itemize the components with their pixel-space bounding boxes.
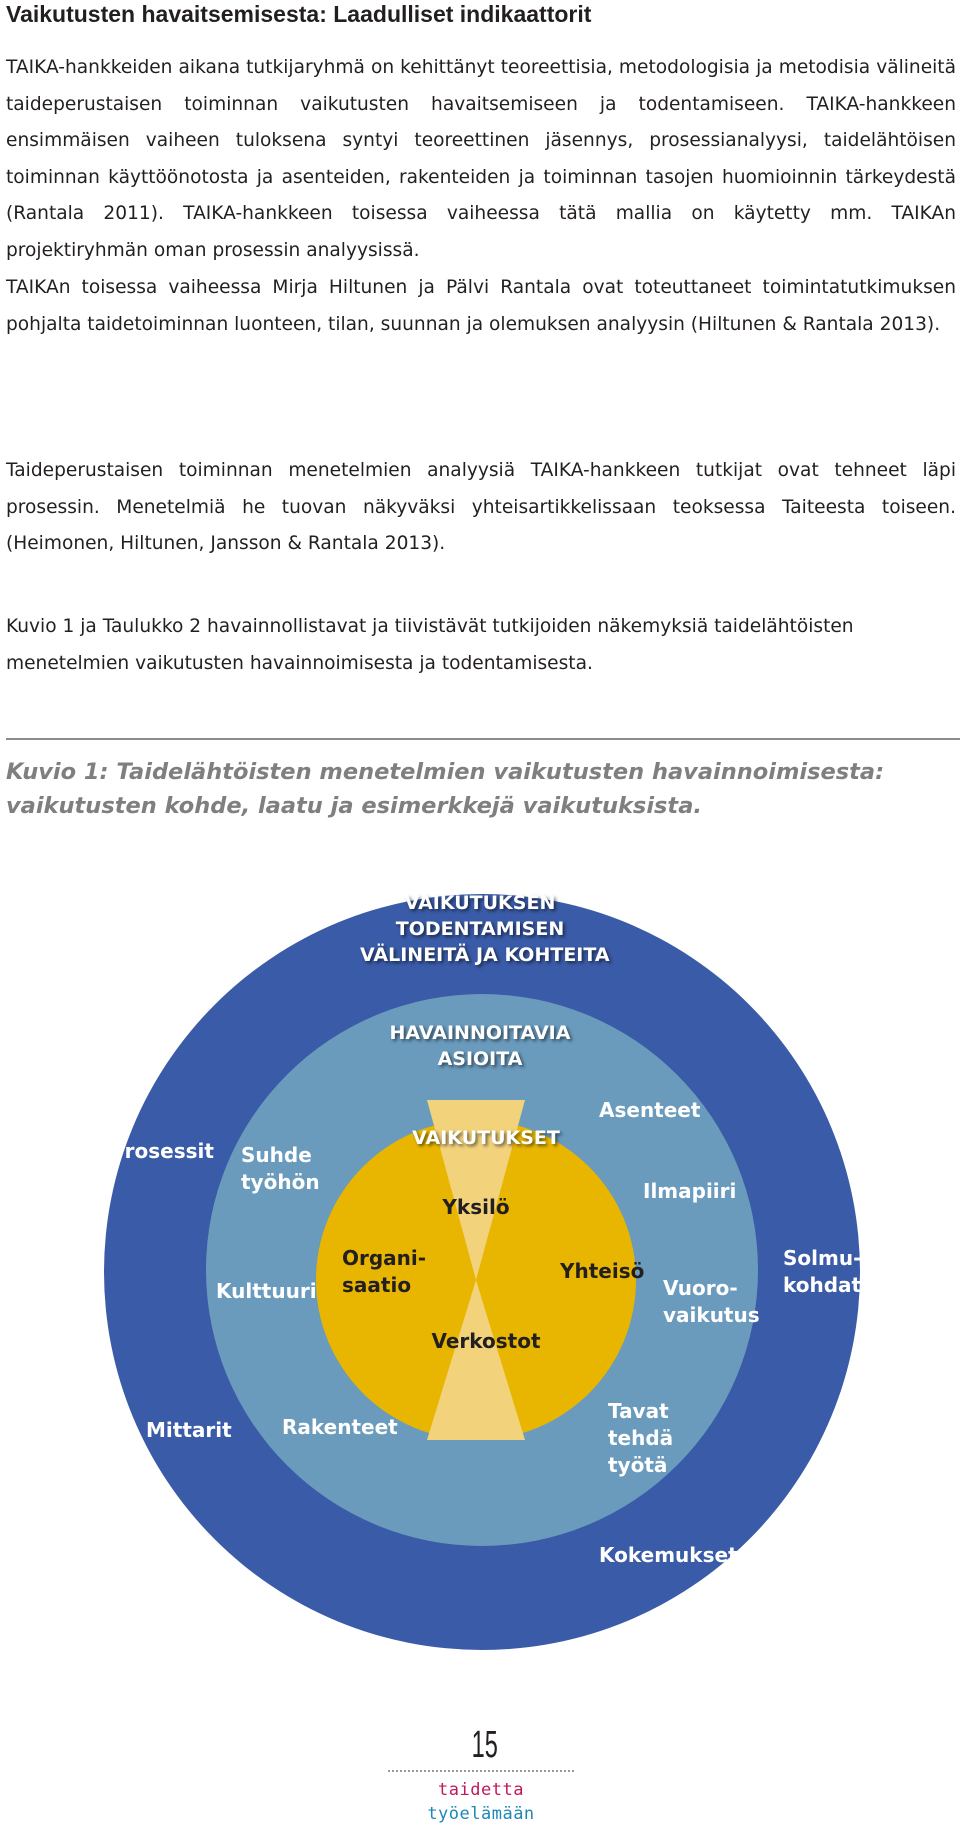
paragraph-1: TAIKA-hankkeiden aikana tutkijaryhmä on kehittänyt teoreettisia, metodologisia ja metodisia välineitä taideperustaisen toiminnan vaikutusten havaitsemiseen ja todentamiseen. TAIKA-hankkeen ensimmäisen vaiheen tuloksena syntyi teoreettinen jäsennys, prosessianalyysi, taidelähtöisen toiminnan käyttöönotosta ja asenteiden, rakenteiden ja toiminnan tasojen huomioinnin tärkeydestä (Rantala 2011). TAIKA-hankkeen toisessa vaiheessa tätä mallia on käytetty mm. TAIKAn projektiryhmän oman prosessin analyysissä.: [6, 57, 956, 261]
label-asenteet: Asenteet: [599, 1098, 701, 1122]
label-tavat-tehda-tyota: Tavat tehdä työtä: [608, 1399, 674, 1477]
label-yksilo: Yksilö: [442, 1195, 510, 1219]
label-solmukohdat: Solmu- kohdat: [783, 1246, 862, 1297]
paragraph-2: TAIKAn toisessa vaiheessa Mirja Hiltunen ja Pälvi Rantala ovat toteuttaneet toimintatutkimuksen pohjalta taidetoiminnan luonteen, tilan, suunnan ja olemuksen analyysin (Hiltunen & Rantala 2013).: [6, 277, 956, 335]
caption-line-2: vaikutusten kohde, laatu ja esimerkkejä vaikutuksista.: [6, 793, 702, 819]
label-mittarit: Mittarit: [146, 1418, 232, 1442]
footer-brand: [388, 1778, 574, 1826]
footer-dotted-line: [388, 1770, 574, 1772]
label-organisaatio: Organi- saatio: [342, 1246, 427, 1297]
label-rakenteet: Rakenteet: [282, 1415, 398, 1439]
impact-circle-diagram: [0, 860, 960, 1650]
label-verkostot: Verkostot: [431, 1329, 541, 1353]
label-kulttuuri: Kulttuuri: [216, 1279, 317, 1303]
label-prosessit: Prosessit: [110, 1139, 214, 1163]
label-yhteiso: Yhteisö: [560, 1259, 645, 1283]
label-kokemukset: Kokemukset: [599, 1543, 738, 1567]
section-heading: Vaikutusten havaitsemisesta: Laadulliset indikaattorit: [6, 1, 592, 27]
figure-caption: [6, 755, 956, 823]
footer-brand-part-1: taidetta: [438, 1780, 524, 1800]
label-vuorovaikutus: Vuoro- vaikutus: [663, 1276, 760, 1327]
paragraph-4: Kuvio 1 ja Taulukko 2 havainnollistavat ja tiivistävät tutkijoiden näkemyksiä taidelähtöisten menetelmien vaikutusten havainnoimisesta ja todentamisesta.: [6, 616, 854, 674]
outer-title: VAIKUTUKSEN TODENTAMISEN VÄLINEITÄ JA KOHTEITA: [360, 892, 610, 966]
label-suhde-tyohon: Suhde työhön: [241, 1143, 320, 1194]
caption-line-1: Kuvio 1: Taidelähtöisten menetelmien vaikutusten havainnoimisesta:: [6, 759, 885, 785]
page-number: 15: [471, 1724, 498, 1766]
label-ilmapiiri: Ilmapiiri: [643, 1179, 737, 1203]
footer-brand-part-2: työelämään: [427, 1804, 535, 1824]
inner-title: VAIKUTUKSET: [412, 1127, 560, 1149]
horizontal-divider: [6, 738, 960, 740]
paragraph-3: Taideperustaisen toiminnan menetelmien analyysiä TAIKA-hankkeen tutkijat ovat tehneet läpi prosessin. Menetelmiä he tuovan näkyväksi yhteisartikkelissaan teoksessa Taiteesta toiseen. (Heimonen, Hiltunen, Jansson & Rantala 2013).: [6, 460, 956, 555]
middle-title: HAVAINNOITAVIA ASIOITA: [389, 1022, 571, 1070]
